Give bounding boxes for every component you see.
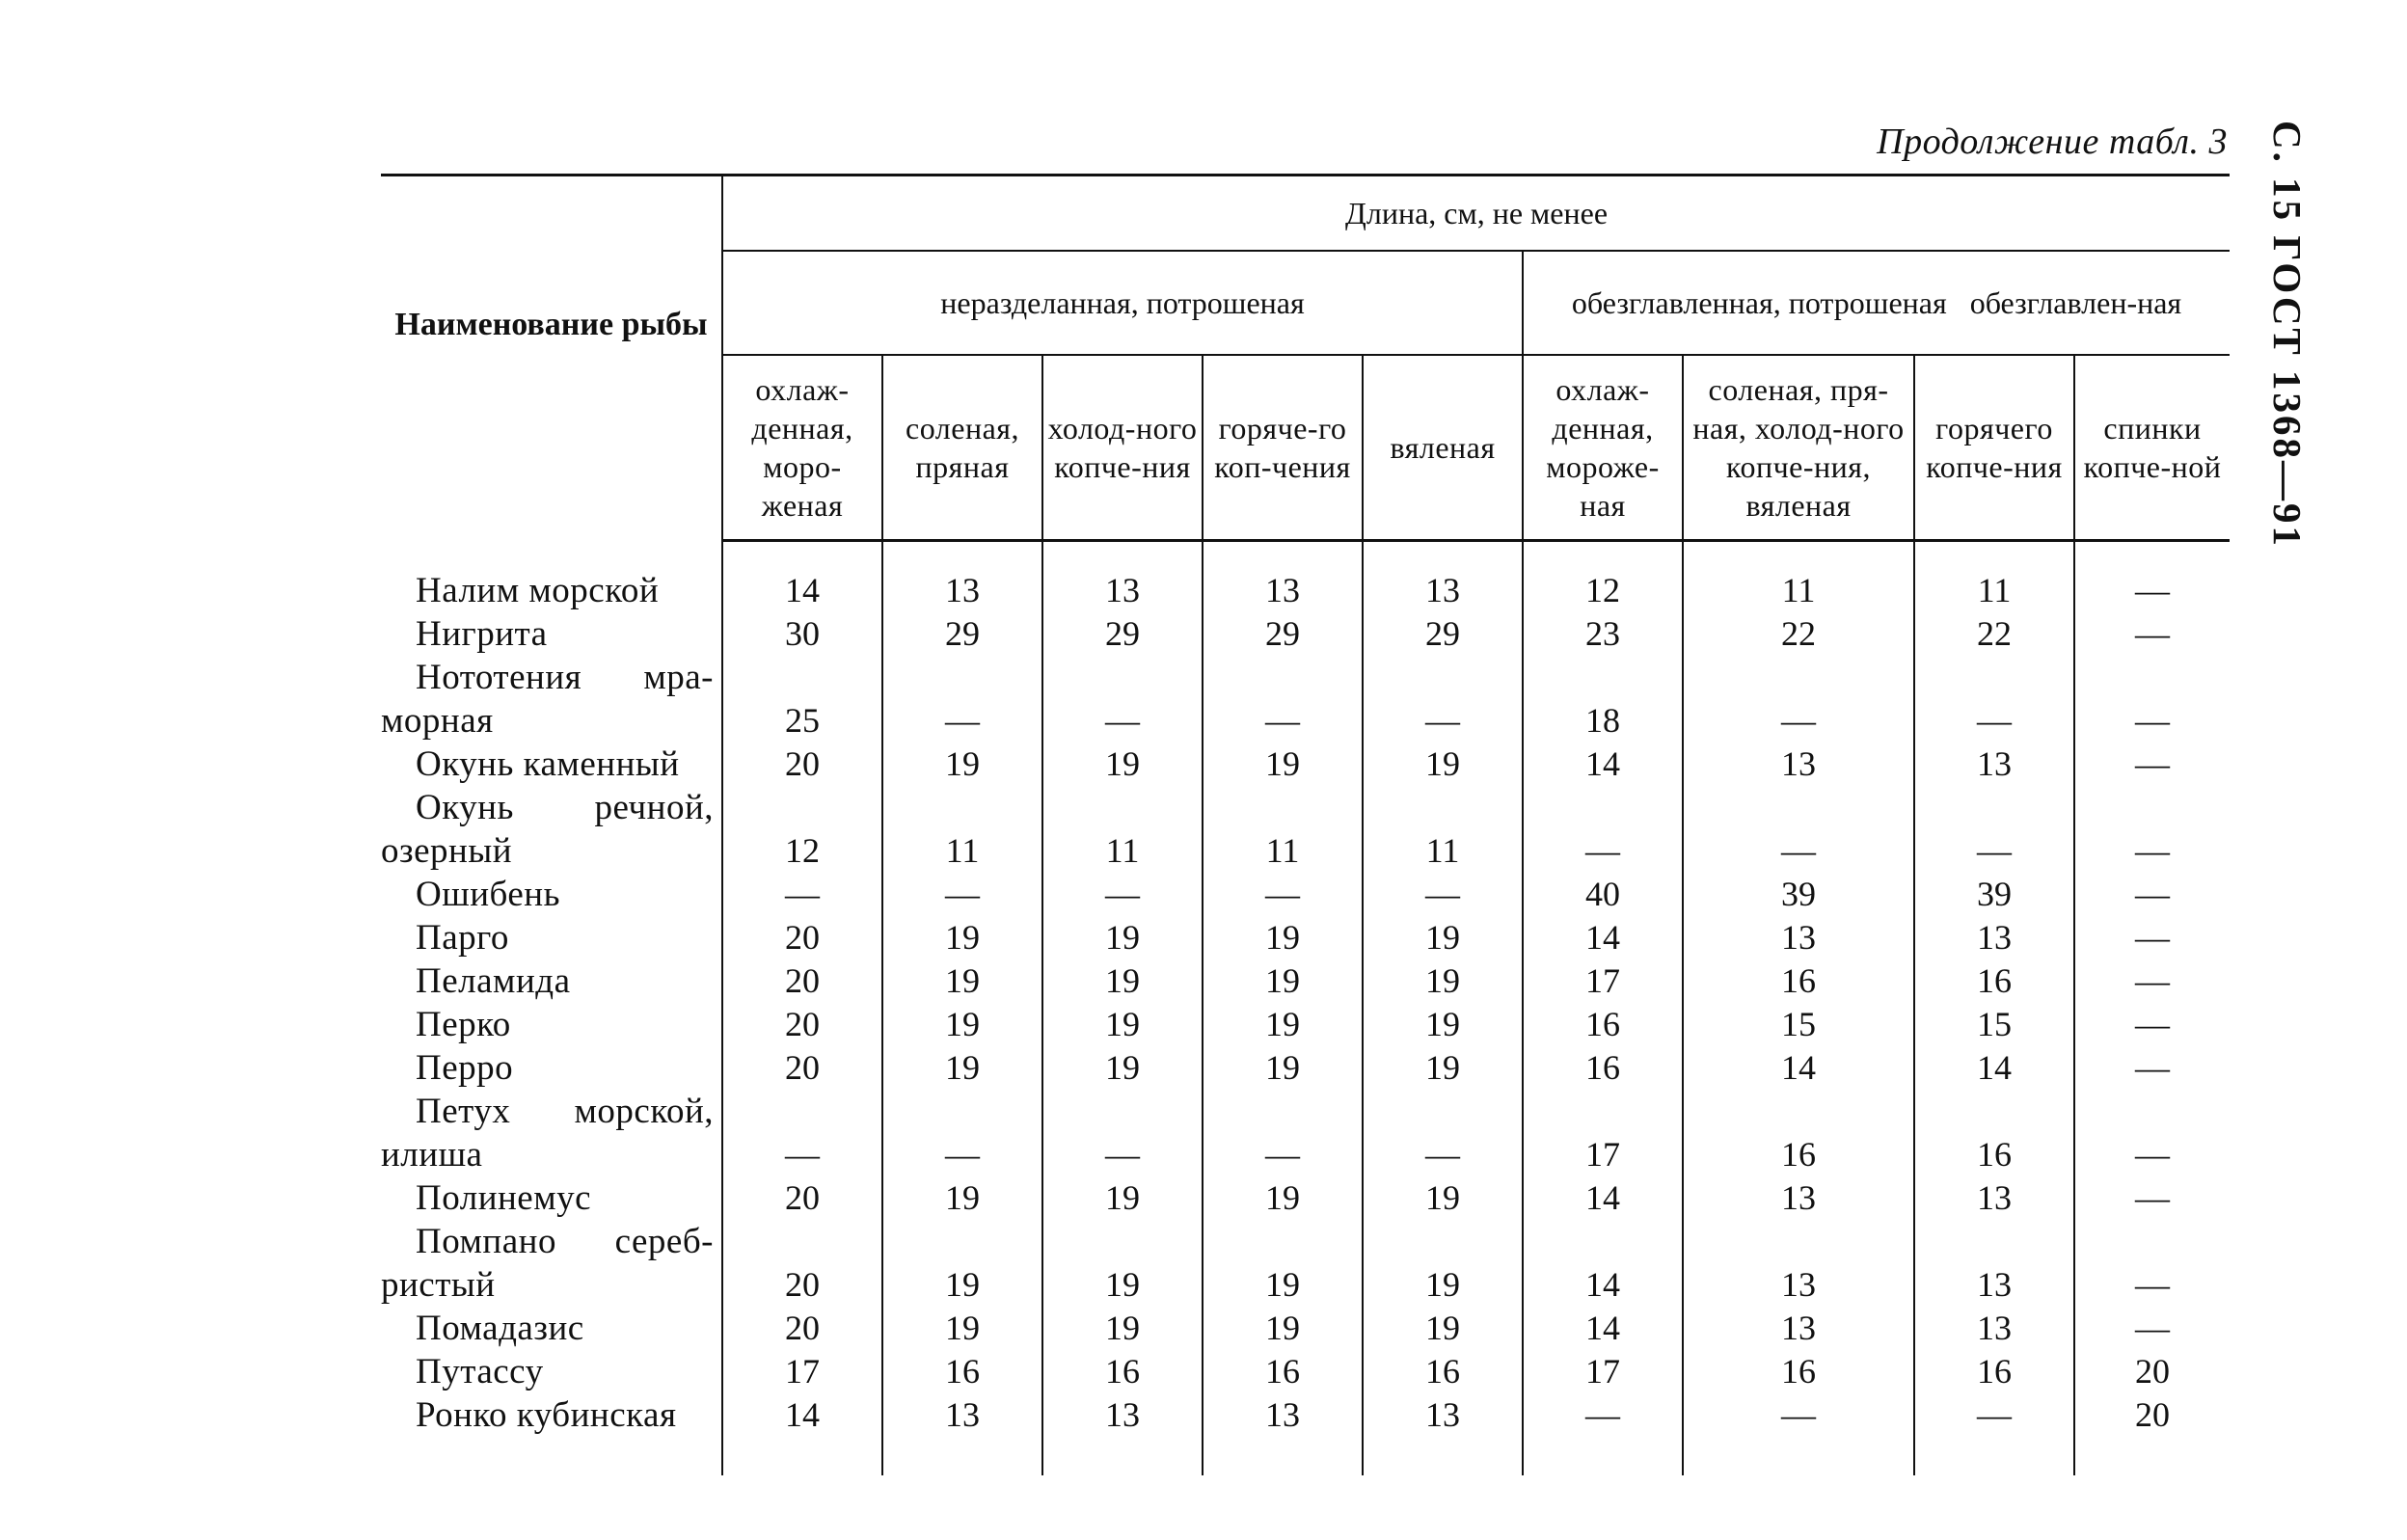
- length-value-cell: 13: [1683, 1220, 1914, 1307]
- length-value-cell: 11: [1203, 786, 1363, 873]
- length-value-cell: 16: [1914, 959, 2074, 1003]
- fish-name-continuation: морная: [381, 701, 494, 741]
- subheader-chilled: охлаж-денная, моро-женая: [722, 355, 882, 541]
- length-value-cell: 30: [722, 612, 882, 656]
- length-value-cell: —: [1523, 786, 1683, 873]
- length-value-cell: 16: [882, 1350, 1042, 1393]
- length-value-cell: 19: [1042, 916, 1203, 959]
- length-value-cell: 16: [1363, 1350, 1523, 1393]
- fish-name: Нигрита: [416, 614, 548, 654]
- fish-name-cell: [381, 873, 722, 916]
- length-value-cell: 14: [1523, 916, 1683, 959]
- length-value-cell: —: [2074, 1307, 2230, 1350]
- length-value-cell: —: [1203, 873, 1363, 916]
- length-value-cell: 17: [1523, 1350, 1683, 1393]
- table-row: [381, 1090, 2230, 1176]
- fish-name: Петух морской,: [416, 1092, 714, 1131]
- length-value-cell: 23: [1523, 612, 1683, 656]
- fish-name-cell: [381, 541, 722, 613]
- table-row: [381, 1393, 2230, 1475]
- length-value-cell: 29: [1203, 612, 1363, 656]
- subheader-dried: вяленая: [1363, 355, 1523, 541]
- length-value-cell: 19: [1203, 1176, 1363, 1220]
- length-value-cell: 20: [722, 743, 882, 786]
- length-value-cell: 19: [882, 916, 1042, 959]
- length-value-cell: 13: [1203, 541, 1363, 613]
- length-value-cell: 14: [1914, 1046, 2074, 1090]
- group-headless-label: обезглавленная, потрошеная: [1571, 285, 1947, 320]
- length-value-cell: —: [882, 873, 1042, 916]
- table-row: [381, 786, 2230, 873]
- length-value-cell: 11: [1683, 541, 1914, 613]
- subheader-smoked-backs: спинки копче-ной: [2074, 355, 2230, 541]
- fish-name: Помадазис: [416, 1309, 584, 1348]
- length-value-cell: 13: [1363, 541, 1523, 613]
- length-value-cell: 13: [1042, 541, 1203, 613]
- length-value-cell: 12: [1523, 541, 1683, 613]
- length-value-cell: —: [1363, 656, 1523, 743]
- length-value-cell: —: [882, 656, 1042, 743]
- length-value-cell: 19: [1363, 959, 1523, 1003]
- length-value-cell: 14: [1683, 1046, 1914, 1090]
- length-value-cell: —: [2074, 786, 2230, 873]
- length-value-cell: 15: [1914, 1003, 2074, 1046]
- fish-name-cell: [381, 916, 722, 959]
- length-value-cell: 11: [1914, 541, 2074, 613]
- length-value-cell: 19: [1363, 1046, 1523, 1090]
- length-value-cell: 19: [1203, 1307, 1363, 1350]
- length-value-cell: 19: [1203, 959, 1363, 1003]
- table-continuation-caption: Продолжение табл. 3: [1877, 122, 2228, 162]
- length-value-cell: 11: [882, 786, 1042, 873]
- length-value-cell: 11: [1042, 786, 1203, 873]
- length-value-cell: 19: [1042, 1046, 1203, 1090]
- subheader-headless-chilled: охлаж-денная, мороже-ная: [1523, 355, 1683, 541]
- length-value-cell: 17: [722, 1350, 882, 1393]
- page-standard-label: С. 15 ГОСТ 1368—91: [2265, 121, 2310, 550]
- length-value-cell: 19: [1042, 1176, 1203, 1220]
- length-value-cell: —: [1042, 1090, 1203, 1176]
- fish-name: Пеламида: [416, 961, 571, 1001]
- length-value-cell: 14: [722, 1393, 882, 1475]
- table-row: [381, 1046, 2230, 1090]
- table-row: [381, 916, 2230, 959]
- length-value-cell: 18: [1523, 656, 1683, 743]
- subheader-headless-salted: соленая, пря-ная, холод-ного копче-ния, вяленая: [1683, 355, 1914, 541]
- fish-name: Парго: [416, 918, 509, 958]
- fish-name-cell: [381, 1046, 722, 1090]
- subheader-salted: соленая, пряная: [882, 355, 1042, 541]
- length-value-cell: —: [1914, 656, 2074, 743]
- fish-name-cell: [381, 1003, 722, 1046]
- length-value-cell: 16: [1683, 1090, 1914, 1176]
- length-value-cell: —: [2074, 1090, 2230, 1176]
- length-value-cell: —: [1203, 1090, 1363, 1176]
- table-row: [381, 612, 2230, 656]
- length-value-cell: 19: [1363, 743, 1523, 786]
- length-value-cell: 19: [1203, 1046, 1363, 1090]
- length-value-cell: 19: [1363, 916, 1523, 959]
- length-value-cell: 14: [1523, 1220, 1683, 1307]
- fish-name: Перро: [416, 1048, 514, 1088]
- length-value-cell: 20: [722, 1176, 882, 1220]
- table-row: [381, 656, 2230, 743]
- length-value-cell: —: [2074, 873, 2230, 916]
- length-value-cell: —: [2074, 656, 2230, 743]
- length-value-cell: —: [2074, 612, 2230, 656]
- length-value-cell: —: [2074, 743, 2230, 786]
- length-value-cell: 14: [1523, 1307, 1683, 1350]
- length-value-cell: —: [1363, 1090, 1523, 1176]
- fish-name: Налим морской: [416, 571, 660, 610]
- length-value-cell: 19: [882, 1307, 1042, 1350]
- length-value-cell: —: [2074, 916, 2230, 959]
- length-value-cell: 13: [1683, 1307, 1914, 1350]
- length-value-cell: —: [2074, 1003, 2230, 1046]
- table-row: [381, 1003, 2230, 1046]
- length-value-cell: 19: [1203, 916, 1363, 959]
- length-value-cell: 19: [1363, 1176, 1523, 1220]
- fish-name-cell: [381, 1393, 722, 1475]
- length-value-cell: 29: [1042, 612, 1203, 656]
- length-value-cell: 19: [882, 1046, 1042, 1090]
- length-value-cell: 17: [1523, 959, 1683, 1003]
- length-value-cell: 19: [882, 959, 1042, 1003]
- length-value-cell: 15: [1683, 1003, 1914, 1046]
- fish-name: Окунь каменный: [416, 744, 680, 784]
- length-value-cell: 16: [1523, 1046, 1683, 1090]
- fish-name: Полинемус: [416, 1178, 592, 1218]
- length-value-cell: 22: [1914, 612, 2074, 656]
- length-value-cell: 13: [1683, 1176, 1914, 1220]
- length-value-cell: 13: [882, 1393, 1042, 1475]
- length-value-cell: 22: [1683, 612, 1914, 656]
- fish-name-cell: [381, 743, 722, 786]
- length-value-cell: 13: [1914, 743, 2074, 786]
- length-value-cell: 39: [1683, 873, 1914, 916]
- length-value-cell: 19: [1042, 1307, 1203, 1350]
- fish-name-cell: [381, 656, 722, 743]
- length-value-cell: 20: [722, 1003, 882, 1046]
- length-value-cell: 16: [1523, 1003, 1683, 1046]
- length-value-cell: 13: [882, 541, 1042, 613]
- length-value-cell: —: [1683, 786, 1914, 873]
- fish-name-cell: [381, 1220, 722, 1307]
- fish-name: Перко: [416, 1005, 511, 1044]
- length-value-cell: 16: [1042, 1350, 1203, 1393]
- length-value-cell: 16: [1203, 1350, 1363, 1393]
- table-row: [381, 959, 2230, 1003]
- fish-name-continuation: озерный: [381, 831, 512, 871]
- fish-name: Ошибень: [416, 875, 560, 914]
- fish-length-table: [381, 174, 2230, 1475]
- subheader-cold-smoked: холод-ного копче-ния: [1042, 355, 1203, 541]
- length-value-cell: 16: [1683, 1350, 1914, 1393]
- fish-name: Помпано сереб-: [416, 1222, 714, 1261]
- length-value-cell: 19: [1042, 743, 1203, 786]
- length-value-cell: 19: [1042, 959, 1203, 1003]
- length-value-cell: 13: [1914, 1307, 2074, 1350]
- length-value-cell: 19: [882, 1220, 1042, 1307]
- length-value-cell: 20: [722, 1307, 882, 1350]
- length-value-cell: 19: [1363, 1220, 1523, 1307]
- subheader-headless-hot-smoked: горячего копче-ния: [1914, 355, 2074, 541]
- fish-name-cell: [381, 786, 722, 873]
- length-value-cell: 20: [2074, 1350, 2230, 1393]
- fish-name-continuation: илиша: [381, 1135, 483, 1175]
- length-value-cell: 13: [1203, 1393, 1363, 1475]
- fish-name-cell: [381, 1307, 722, 1350]
- length-value-cell: 19: [1203, 743, 1363, 786]
- length-value-cell: 19: [1042, 1220, 1203, 1307]
- length-value-cell: 19: [882, 743, 1042, 786]
- length-value-cell: —: [2074, 541, 2230, 613]
- length-value-cell: —: [1042, 873, 1203, 916]
- length-value-cell: 19: [1042, 1003, 1203, 1046]
- length-value-cell: —: [2074, 1176, 2230, 1220]
- fish-name-cell: [381, 1090, 722, 1176]
- table-body: [381, 541, 2230, 1476]
- length-value-cell: 20: [722, 959, 882, 1003]
- length-value-cell: 13: [1683, 743, 1914, 786]
- length-value-cell: —: [1523, 1393, 1683, 1475]
- length-value-cell: 13: [1914, 1176, 2074, 1220]
- length-value-cell: 14: [722, 541, 882, 613]
- fish-name-header: Наименование рыбы: [381, 176, 722, 541]
- table-row: [381, 873, 2230, 916]
- length-value-cell: 29: [882, 612, 1042, 656]
- length-header: Длина, см, не менее: [722, 176, 2230, 252]
- length-value-cell: 13: [1914, 916, 2074, 959]
- length-value-cell: 13: [1914, 1220, 2074, 1307]
- length-value-cell: 12: [722, 786, 882, 873]
- table-row: [381, 541, 2230, 613]
- group-headless-header: [1523, 251, 2230, 355]
- length-value-cell: —: [1683, 1393, 1914, 1475]
- table-row: [381, 1350, 2230, 1393]
- length-value-cell: 20: [722, 916, 882, 959]
- group-ungutted-header: неразделанная, потрошеная: [722, 251, 1523, 355]
- length-value-cell: 40: [1523, 873, 1683, 916]
- group-headless-back-label: обезглавлен-ная: [1969, 285, 2182, 320]
- fish-name: Нототения мра-: [416, 658, 714, 697]
- length-value-cell: 19: [1203, 1003, 1363, 1046]
- length-value-cell: 17: [1523, 1090, 1683, 1176]
- fish-name-continuation: ристый: [381, 1265, 496, 1305]
- fish-name-cell: [381, 1176, 722, 1220]
- length-value-cell: —: [2074, 1046, 2230, 1090]
- length-value-cell: 20: [2074, 1393, 2230, 1475]
- length-value-cell: 19: [1203, 1220, 1363, 1307]
- length-value-cell: 14: [1523, 743, 1683, 786]
- subheader-hot-smoked: горяче-го коп-чения: [1203, 355, 1363, 541]
- fish-name: Путассу: [416, 1352, 544, 1391]
- table-row: [381, 1176, 2230, 1220]
- length-value-cell: 13: [1042, 1393, 1203, 1475]
- fish-name-cell: [381, 1350, 722, 1393]
- length-value-cell: —: [1914, 786, 2074, 873]
- table-row: [381, 1307, 2230, 1350]
- length-value-cell: 39: [1914, 873, 2074, 916]
- fish-name: Ронко кубинская: [416, 1395, 677, 1435]
- length-value-cell: 13: [1683, 916, 1914, 959]
- length-value-cell: —: [722, 873, 882, 916]
- length-value-cell: 19: [1363, 1307, 1523, 1350]
- fish-name: Окунь речной,: [416, 788, 714, 827]
- length-value-cell: 13: [1363, 1393, 1523, 1475]
- length-value-cell: 19: [882, 1176, 1042, 1220]
- length-value-cell: —: [1914, 1393, 2074, 1475]
- fish-name-cell: [381, 959, 722, 1003]
- length-value-cell: 19: [882, 1003, 1042, 1046]
- length-value-cell: 19: [1363, 1003, 1523, 1046]
- length-value-cell: 14: [1523, 1176, 1683, 1220]
- length-value-cell: —: [882, 1090, 1042, 1176]
- length-value-cell: —: [1042, 656, 1203, 743]
- length-value-cell: 16: [1914, 1350, 2074, 1393]
- length-value-cell: 25: [722, 656, 882, 743]
- table-row: [381, 1220, 2230, 1307]
- length-value-cell: —: [2074, 959, 2230, 1003]
- table-row: [381, 743, 2230, 786]
- length-value-cell: —: [722, 1090, 882, 1176]
- length-value-cell: 11: [1363, 786, 1523, 873]
- length-value-cell: 16: [1914, 1090, 2074, 1176]
- length-value-cell: —: [1203, 656, 1363, 743]
- length-value-cell: 20: [722, 1046, 882, 1090]
- length-value-cell: 29: [1363, 612, 1523, 656]
- length-value-cell: 20: [722, 1220, 882, 1307]
- length-value-cell: —: [1363, 873, 1523, 916]
- fish-name-cell: [381, 612, 722, 656]
- length-value-cell: 16: [1683, 959, 1914, 1003]
- length-value-cell: —: [2074, 1220, 2230, 1307]
- length-value-cell: —: [1683, 656, 1914, 743]
